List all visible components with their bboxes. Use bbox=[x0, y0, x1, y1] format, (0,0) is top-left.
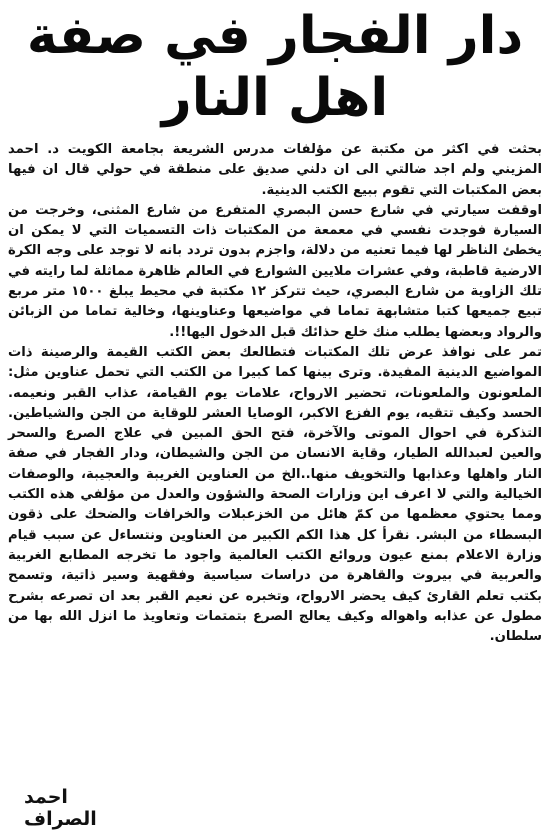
headline-line-2: اهل النار bbox=[161, 68, 389, 128]
article-body bbox=[8, 140, 542, 647]
paragraph-2: اوقفت سيارتي في شارع حسن البصري المتفرع من شارع المثنى، وخرجت من السيارة فوجدت نفسي في معمعة من المكتبات ذات التسميات التي لا يمكن ان يخطئ الناظر لها فيما تعنيه من دلالة، واجزم بدون تردد بانه لا توجد على وجه الكرة الارضية قاطبة، وفي عشرات ملايين الشوارع في العالم ظاهرة مماثلة لما رايته في تلك الزاوية من شارع البصري، حيث تتركز ١٢ مكتبة في محيط يبلغ ١٥٠٠ متر مربع تبيع جميعها كتبا متشابهة تماما في مواضيعها وعناوينها، وخالية تماما من الزبائن والرواد وبعضها يطلب منك خلع حذائك قبل الدخول اليها!!. bbox=[8, 202, 543, 340]
headline bbox=[0, 6, 550, 132]
paragraph-3: تمر على نوافذ عرض تلك المكتبات فتطالعك بعض الكتب القيمة والرصينة ذات المواضيع الدينية المفيدة. وترى بينها كما كبيرا من الكتب التي تحمل عناوين مثل: الملعونون والملعونات، تحضير الارواح، علامات يوم القيامة، عذاب القبر ونعيمه. الحسد وكيف تتقيه، يوم الفزع الاكبر، الوصايا العشر للوقاية من الجن والشياطين. التذكرة في احوال الموتى والآخرة، فتح الحق المبين في علاج الصرع والسحر والعين لعبدالله الطيار، وقاية الانسان من الجن والشيطان، ودار الفجار في صفة النار واهلها وعذابها والتخويف منها..الخ من العناوين الغريبة والعجيبة، والوصفات الخيالية والتي لا اعرف اين وزارات الصحة والشؤون والعدل من مؤلفي هذه الكتب ومما يحتوي معظمها من كمّ هائل من الخزعبلات والخرافات والضحك على ذقون البسطاء من البشر. نقرأ كل هذا الكم الكبير من العناوين ونتساءل عن سبب قيام وزارة الاعلام بمنع عيون وروائع الكتب العالمية واجود ما تخرجه المطابع الغربية والعربية في بيروت والقاهرة من دراسات سياسية وفقهية وسير ذاتية، وتسمح بكتب تعلم القارئ كيف يحضر الارواح، وتخبره عن نعيم القبر بعد ان تصرعه بشرح مطول عن عذابه واهواله وكيف يعالج الصرع بتمتمات وتعاويذ ما انزل الله بها من سلطان. bbox=[8, 344, 542, 645]
paragraph-1: بحثت في اكثر من مكتبة عن مؤلفات مدرس الشريعة بجامعة الكويت د. احمد المزيني ولم اجد ضالتي الى ان دلني صديق على منطقة في حولي قال ان فيها بعض المكتبات التي تقوم ببيع الكتب الدينية. bbox=[8, 142, 542, 198]
headline-line-1: دار الفجار في صفة bbox=[26, 6, 524, 66]
author-byline: احمد الصراف bbox=[24, 786, 97, 830]
